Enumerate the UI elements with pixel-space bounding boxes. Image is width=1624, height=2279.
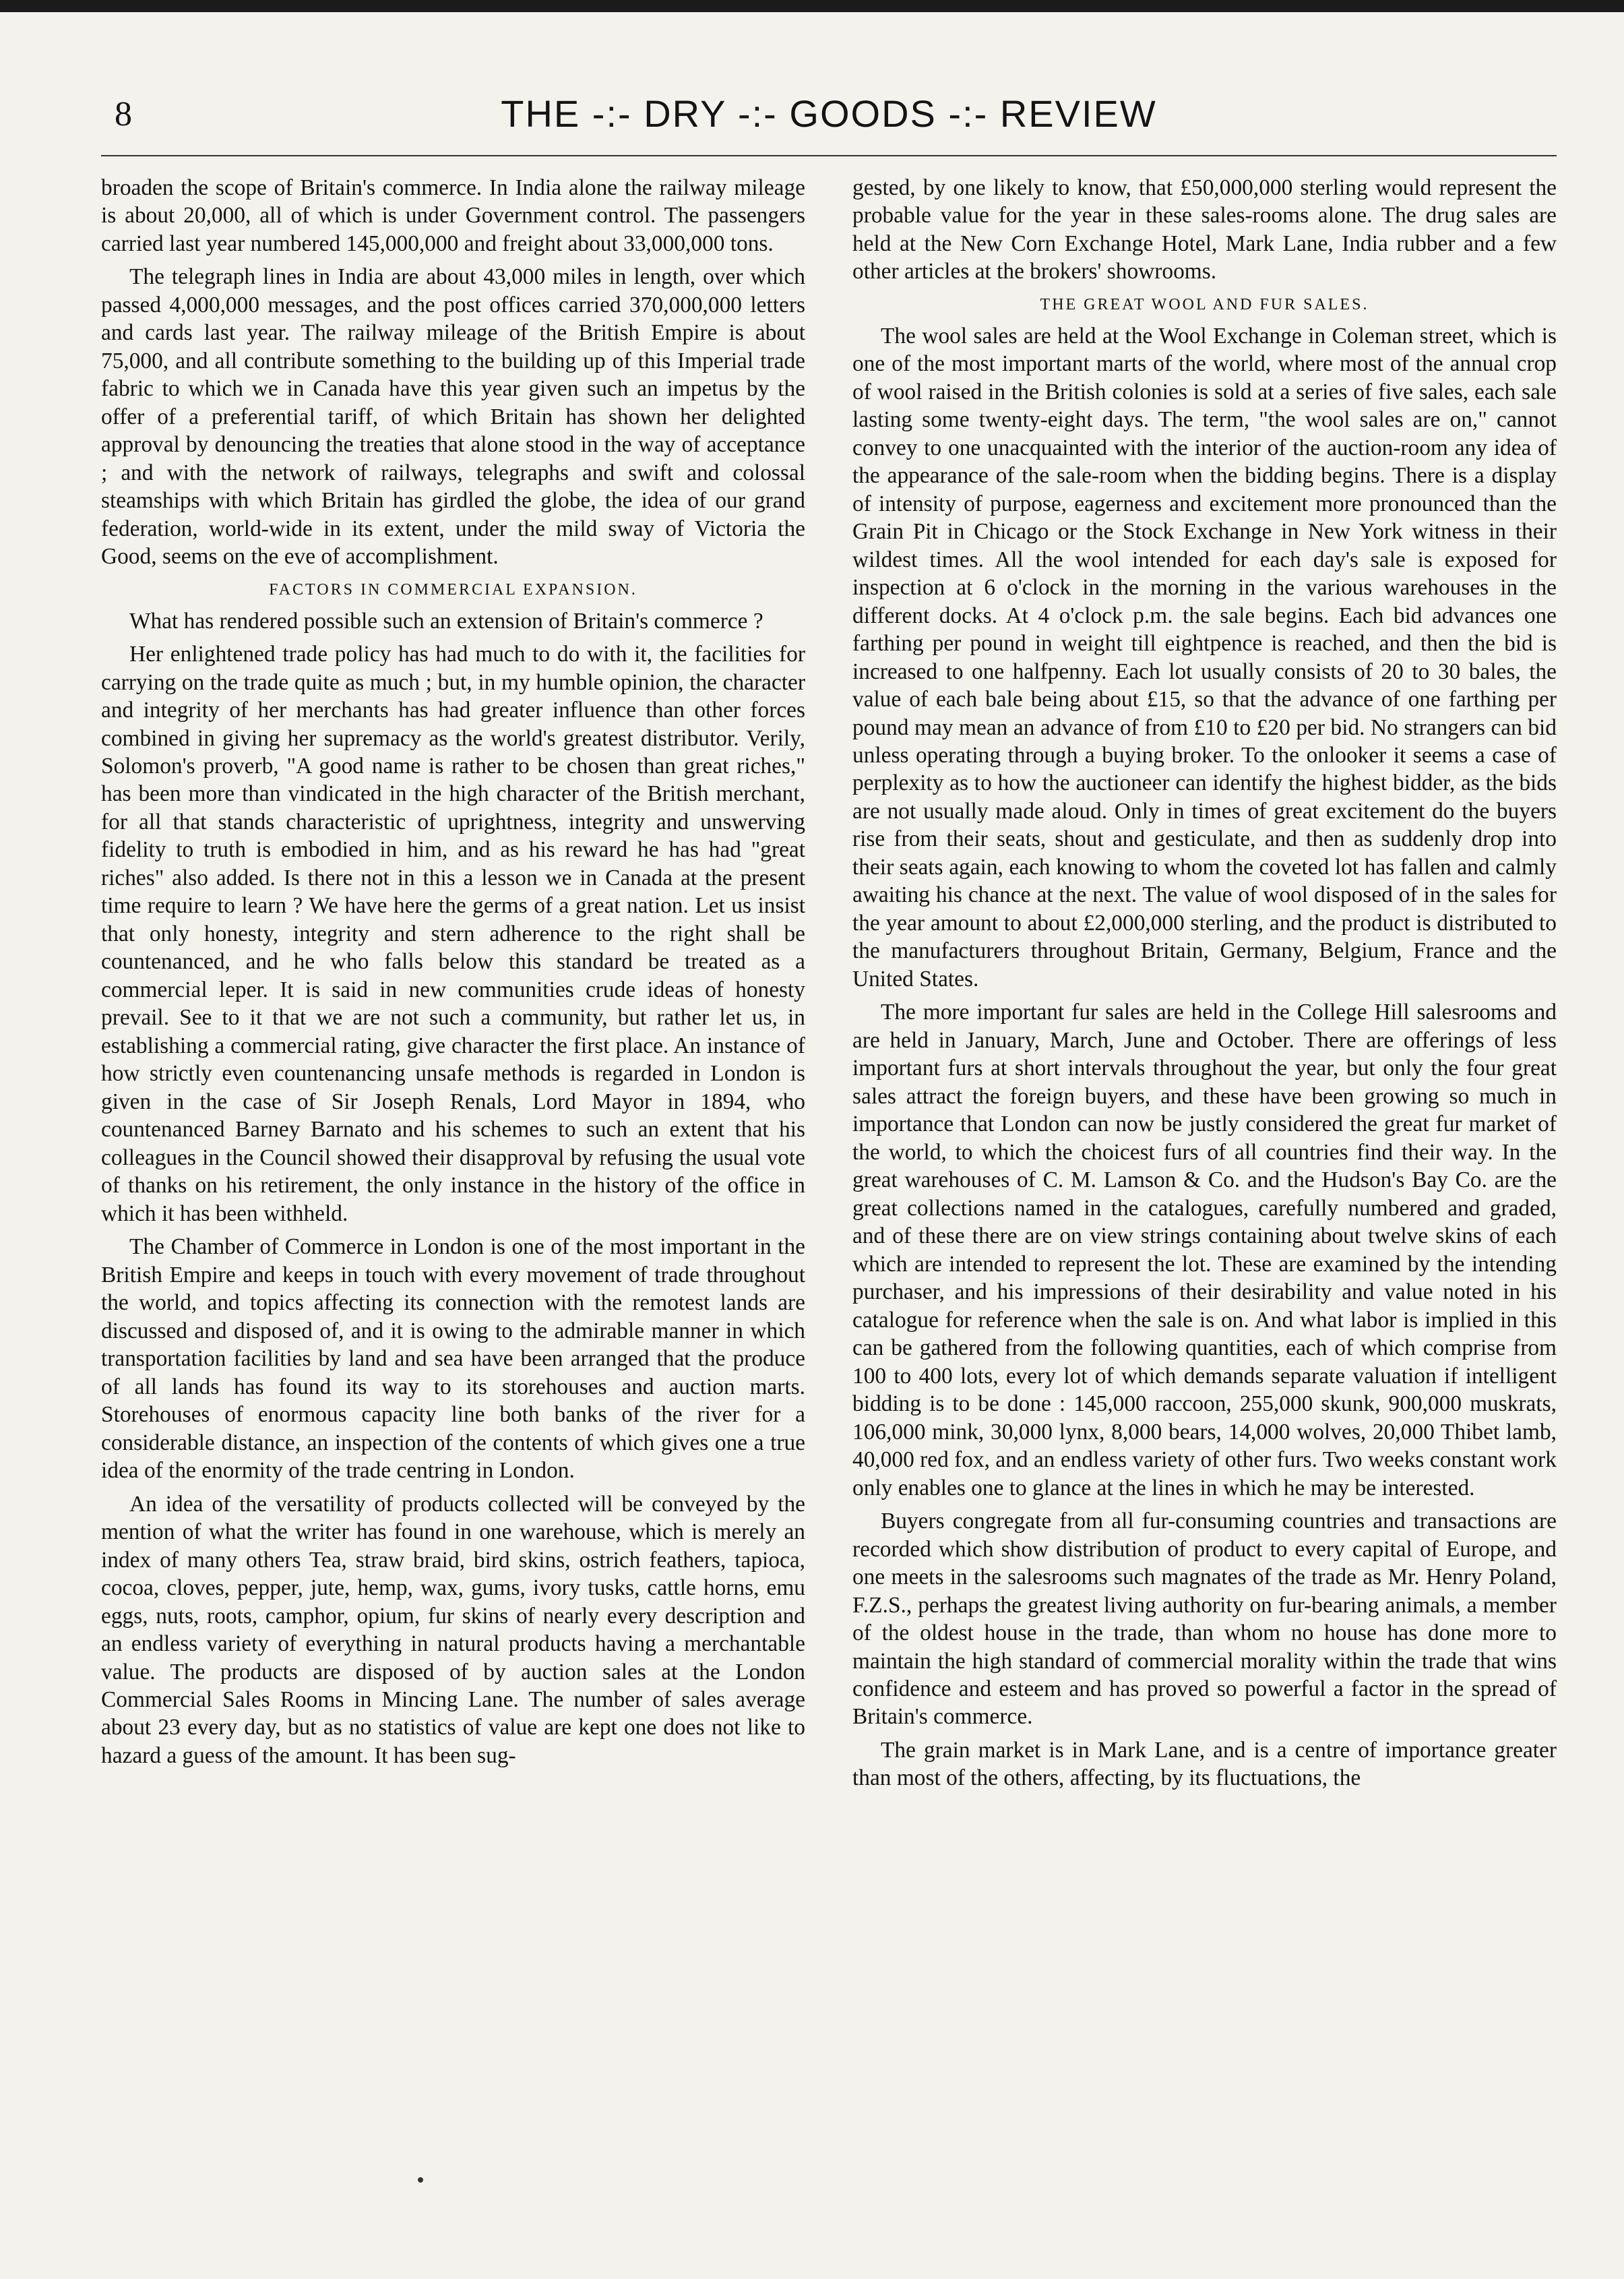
paragraph: An idea of the versatility of products collected will be conveyed by the mention of what the writer has found in one warehouse, which is merely an index of many others Tea, straw braid, bird skins, ostrich feathers, tapioca, cocoa, cloves, pepper, jute, hemp, wax, gums, ivory tusks, cattle horns, emu eggs, nuts, roots, camphor, opium, fur skins of nearly every description and an endless variety of everything in natural products having a merchantable value. The products are disposed of by auction sales at the London Commercial Sales Rooms in Mincing Lane. The number of sales average about 23 every day, but as no statistics of value are kept one does not like to hazard a guess of the amount. It has been sug- [101,1491,805,1768]
article-columns [101,174,1557,1792]
paragraph: The Chamber of Commerce in London is one of the most important in the British Empire and keeps in touch with every movement of trade throughout the world, and topics affecting its connection with the remotest lands are discussed and disposed of, and it is owing to the admirable manner in which transportation facilities by land and sea have been arranged that the produce of all lands has found its way to its storehouses and auction marts. Storehouses of enormous capacity line both banks of the river for a considerable distance, an inspection of the contents of which gives one a true idea of the enormity of the trade centring in London. [101,1234,805,1484]
paragraph: The telegraph lines in India are about 43,000 miles in length, over which passed 4,000,000 messages, and the post offices carried 370,000,000 letters and cards last year. The railway mileage of the British Empire is about 75,000, and all contribute something to the building up of this Imperial trade fabric to which we in Canada have this year given such an impetus by the offer of a preferential tariff, of which Britain has shown her delighted approval by denouncing the treaties that alone stood in the way of acceptance ; and with the network of railways, telegraphs and swift and colossal steamships with which Britain has girdled the globe, the idea of our grand federation, world-wide in its extent, under the mild sway of Victoria the Good, seems on the eve of accomplishment. [101,264,805,570]
paragraph: The wool sales are held at the Wool Exchange in Coleman street, which is one of the most important marts of the world, where most of the annual crop of wool raised in the British colonies is sold at a series of five sales, each sale lasting some twenty-eight days. The term, "the wool sales are on," cannot convey to one unacquainted with the interior of the auction-room any idea of the appearance of the sale-room when the bidding begins. There is a display of intensity of purpose, eagerness and excitement more pronounced than the Grain Pit in Chicago or the Stock Exchange in New York witness in their wildest times. All the wool intended for each day's sale is exposed for inspection at 6 o'clock in the morning in the various warehouses in the different docks. At 4 o'clock p.m. the sale begins. Each bid advances one farthing per pound in weight till eightpence is reached, and then the bid is increased to one halfpenny. Each lot usually consists of 20 to 30 bales, the value of each bale being about £15, so that the advance of one farthing per pound may mean an advance of from £10 to £20 per bid. No strangers can bid unless operating through a buying broker. To the onlooker it seems a case of perplexity as to how the auctioneer can identify the highest bidder, as the bids are not usually made aloud. Only in times of great excitement do the buyers rise from their seats, shout and gesticulate, and then as suddenly drop into their seats again, each knowing to whom the coveted lot has fallen and calmly awaiting his chance at the next. The value of wool disposed of in the sales for the year amount to about £2,000,000 sterling, and the product is distributed to the manufacturers throughout Britain, Germany, Belgium, France and the United States. [852,323,1557,992]
paragraph: The grain market is in Mark Lane, and is a centre of importance greater than most of the others, affecting, by its fluctuations, the [852,1737,1557,1791]
print-speck [418,2177,423,2183]
masthead-title: THE -:- DRY -:- GOODS -:- REVIEW [501,92,1157,135]
section-heading: THE GREAT WOOL AND FUR SALES. [1040,295,1369,313]
right-column [852,174,1557,1792]
paragraph: What has rendered possible such an extension of Britain's commerce ? [129,608,763,634]
left-column [101,174,805,1792]
paragraph: Her enlightened trade policy has had much to do with it, the facilities for carrying on the trade quite as much ; but, in my humble opinion, the character and integrity of her merchants has had greater influence than other forces combined in giving her supremacy as the world's greatest distributor. Verily, Solomon's proverb, "A good name is rather to be chosen than great riches," has been more than vindicated in the high character of the British merchant, for all that stands characteristic of uprightness, integrity and unswerving fidelity to truth is embodied in him, and as his reward he has had "great riches" also added. Is there not in this a lesson we in Canada at the present time require to learn ? We have here the germs of a great nation. Let us insist that only honesty, integrity and stern adherence to the right shall be countenanced, and he who falls below this standard be treated as a commercial leper. It is said in new communities crude ideas of honesty prevail. See to it that we are not such a community, but rather let us, in establishing a commercial rating, give character the first place. An instance of how strictly even countenancing unsafe methods is regarded in London is given in the case of Sir Joseph Renals, Lord Mayor in 1894, who countenanced Barney Barnato and his schemes to such an extent that his colleagues in the Council showed their disapproval by refusing the usual vote of thanks on his retirement, the only instance in the history of the office in which it has been withheld. [101,642,805,1226]
top-edge-rule [0,0,1624,12]
page-number: 8 [115,95,132,133]
section-heading: FACTORS IN COMMERCIAL EXPANSION. [269,580,637,599]
paragraph: The more important fur sales are held in the College Hill salesrooms and are held in January, March, June and October. There are offerings of less important furs at short intervals throughout the year, but only the four great sales attract the foreign buyers, and these have been growing so much in importance that London can now be justly considered the great fur market of the world, to which the choicest furs of all countries find their way. In the great warehouses of C. M. Lamson & Co. and the Hudson's Bay Co. are the great collections named in the catalogues, carefully numbered and graded, and of these there are on view strings containing about twelve skins of each which are intended to represent the lot. These are examined by the intending purchaser, and his impressions of their desirability and value noted in his catalogue for reference when the sale is on. And what labor is implied in this can be gathered from the following quantities, each of which comprise from 100 to 400 lots, every lot of which demands separate valuation if intelligent bidding is to be done : 145,000 raccoon, 255,000 skunk, 900,000 muskrats, 106,000 mink, 30,000 lynx, 8,000 bears, 14,000 wolves, 20,000 Thibet lamb, 40,000 red fox, and an endless variety of other furs. Two weeks constant work only enables one to glance at the lines in which he may be interested. [852,1000,1557,1500]
page-header [101,88,1557,156]
page [101,88,1557,2238]
paragraph: broaden the scope of Britain's commerce. In India alone the railway mileage is about 20,000, all of which is under Government control. The passengers carried last year numbered 145,000,000 and freight about 33,000,000 tons. [101,175,805,256]
paragraph: Buyers congregate from all fur-consuming countries and transactions are recorded which show distribution of product to every capital of Europe, and one meets in the salesrooms such magnates of the trade as Mr. Henry Poland, F.Z.S., perhaps the greatest living authority on fur-bearing animals, a member of the oldest house in the trade, than whom no house has done more to maintain the high standard of commercial morality within the trade that wins confidence and esteem and has proved so powerful a factor in the spread of Britain's commerce. [852,1509,1557,1730]
paragraph: gested, by one likely to know, that £50,000,000 sterling would represent the probable value for the year in these sales-rooms alone. The drug sales are held at the New Corn Exchange Hotel, Mark Lane, India rubber and a few other articles at the brokers' showrooms. [852,175,1557,284]
